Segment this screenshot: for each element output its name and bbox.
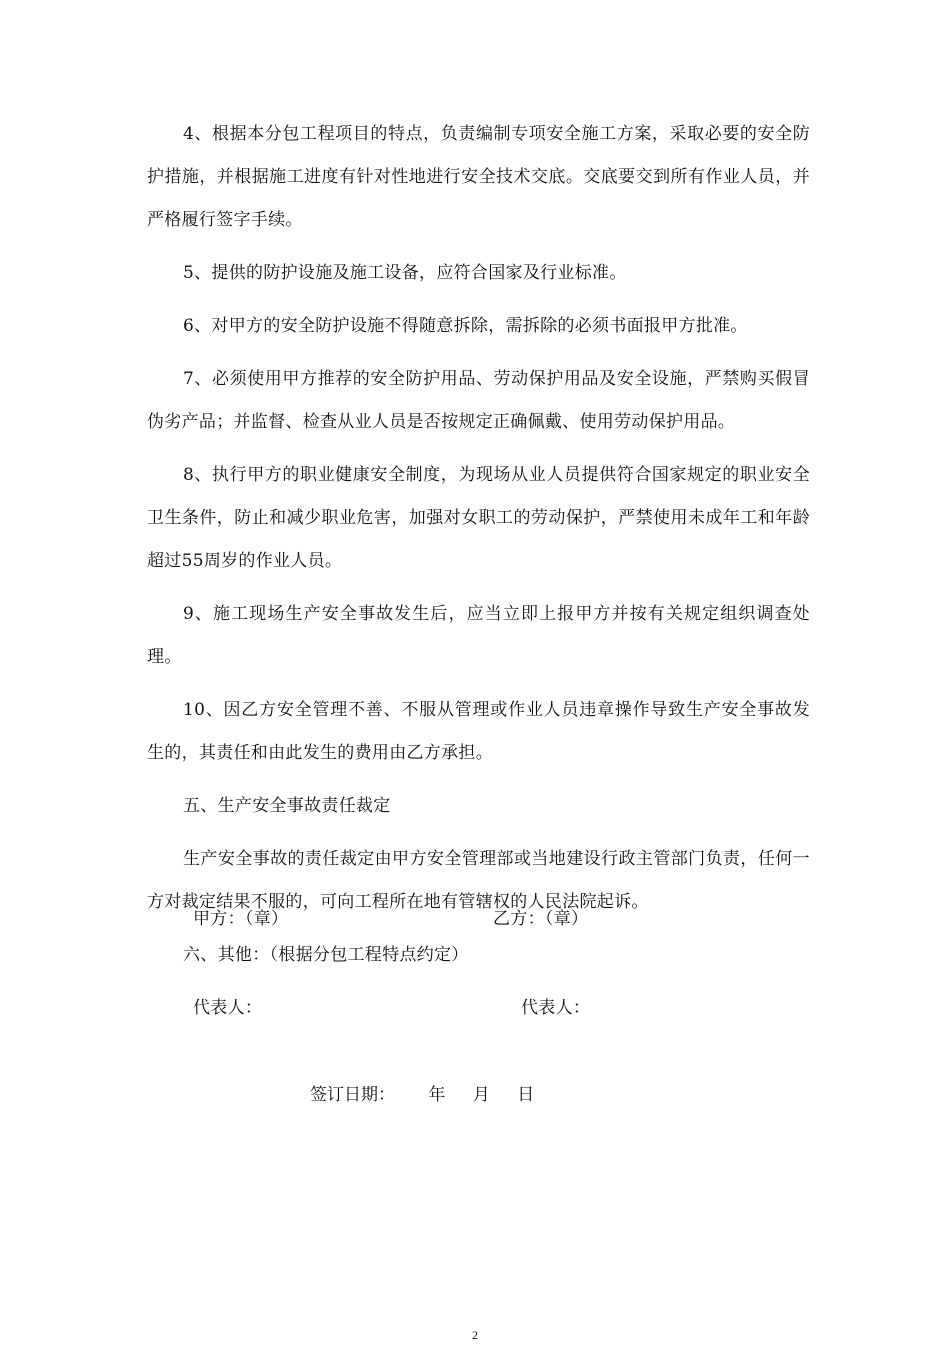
- page-number: 2: [472, 1328, 478, 1342]
- clause-9: 9、施工现场生产安全事故发生后，应当立即上报甲方并按有关规定组织调查处理。: [147, 604, 810, 667]
- signing-date-label: 签订日期：: [310, 1085, 395, 1105]
- clause-5: 5、提供的防护设施及施工设备，应符合国家及行业标准。: [183, 263, 627, 283]
- date-day-label: 日: [517, 1085, 535, 1105]
- signing-date-row: [310, 1083, 534, 1107]
- section-5-heading: 五、生产安全事故责任裁定: [183, 796, 391, 816]
- clause-10: 10、因乙方安全管理不善、不服从管理或作业人员违章操作导致生产安全事故发生的，其责任和由此发生的费用由乙方承担。: [147, 700, 810, 763]
- date-year-label: 年: [428, 1085, 446, 1105]
- clause-4: 4、根据本分包工程项目的特点，负责编制专项安全施工方案，采取必要的安全防护措施，并根据施工进度有针对性地进行安全技术交底。交底要交到所有作业人员，并严格履行签字手续。: [147, 124, 810, 230]
- clause-6: 6、对甲方的安全防护设施不得随意拆除，需拆除的必须书面报甲方批准。: [183, 316, 748, 336]
- party-a-representative-label: 代表人：: [193, 998, 263, 1018]
- section-5-body: 生产安全事故的责任裁定由甲方安全管理部或当地建设行政主管部门负责，任何一方对裁定结果不服的，可向工程所在地有管辖权的人民法院起诉。: [147, 849, 810, 912]
- document-body: [147, 113, 810, 987]
- party-b-representative-label: 代表人：: [521, 998, 591, 1018]
- date-month-label: 月: [472, 1085, 490, 1105]
- clause-8: 8、执行甲方的职业健康安全制度，为现场从业人员提供符合国家规定的职业安全卫生条件，防止和减少职业危害，加强对女职工的劳动保护，严禁使用未成年工和年龄超过55周岁的作业人员。: [147, 465, 810, 571]
- party-a-seal-label: 甲方：（章）: [193, 909, 289, 929]
- party-b-seal-label: 乙方：（章）: [493, 909, 589, 929]
- clause-7: 7、必须使用甲方推荐的安全防护用品、劳动保护用品及安全设施，严禁购买假冒伪劣产品；并监督、检查从业人员是否按规定正确佩戴、使用劳动保护用品。: [147, 369, 810, 432]
- section-6-heading: 六、其他：（根据分包工程特点约定）: [183, 945, 469, 965]
